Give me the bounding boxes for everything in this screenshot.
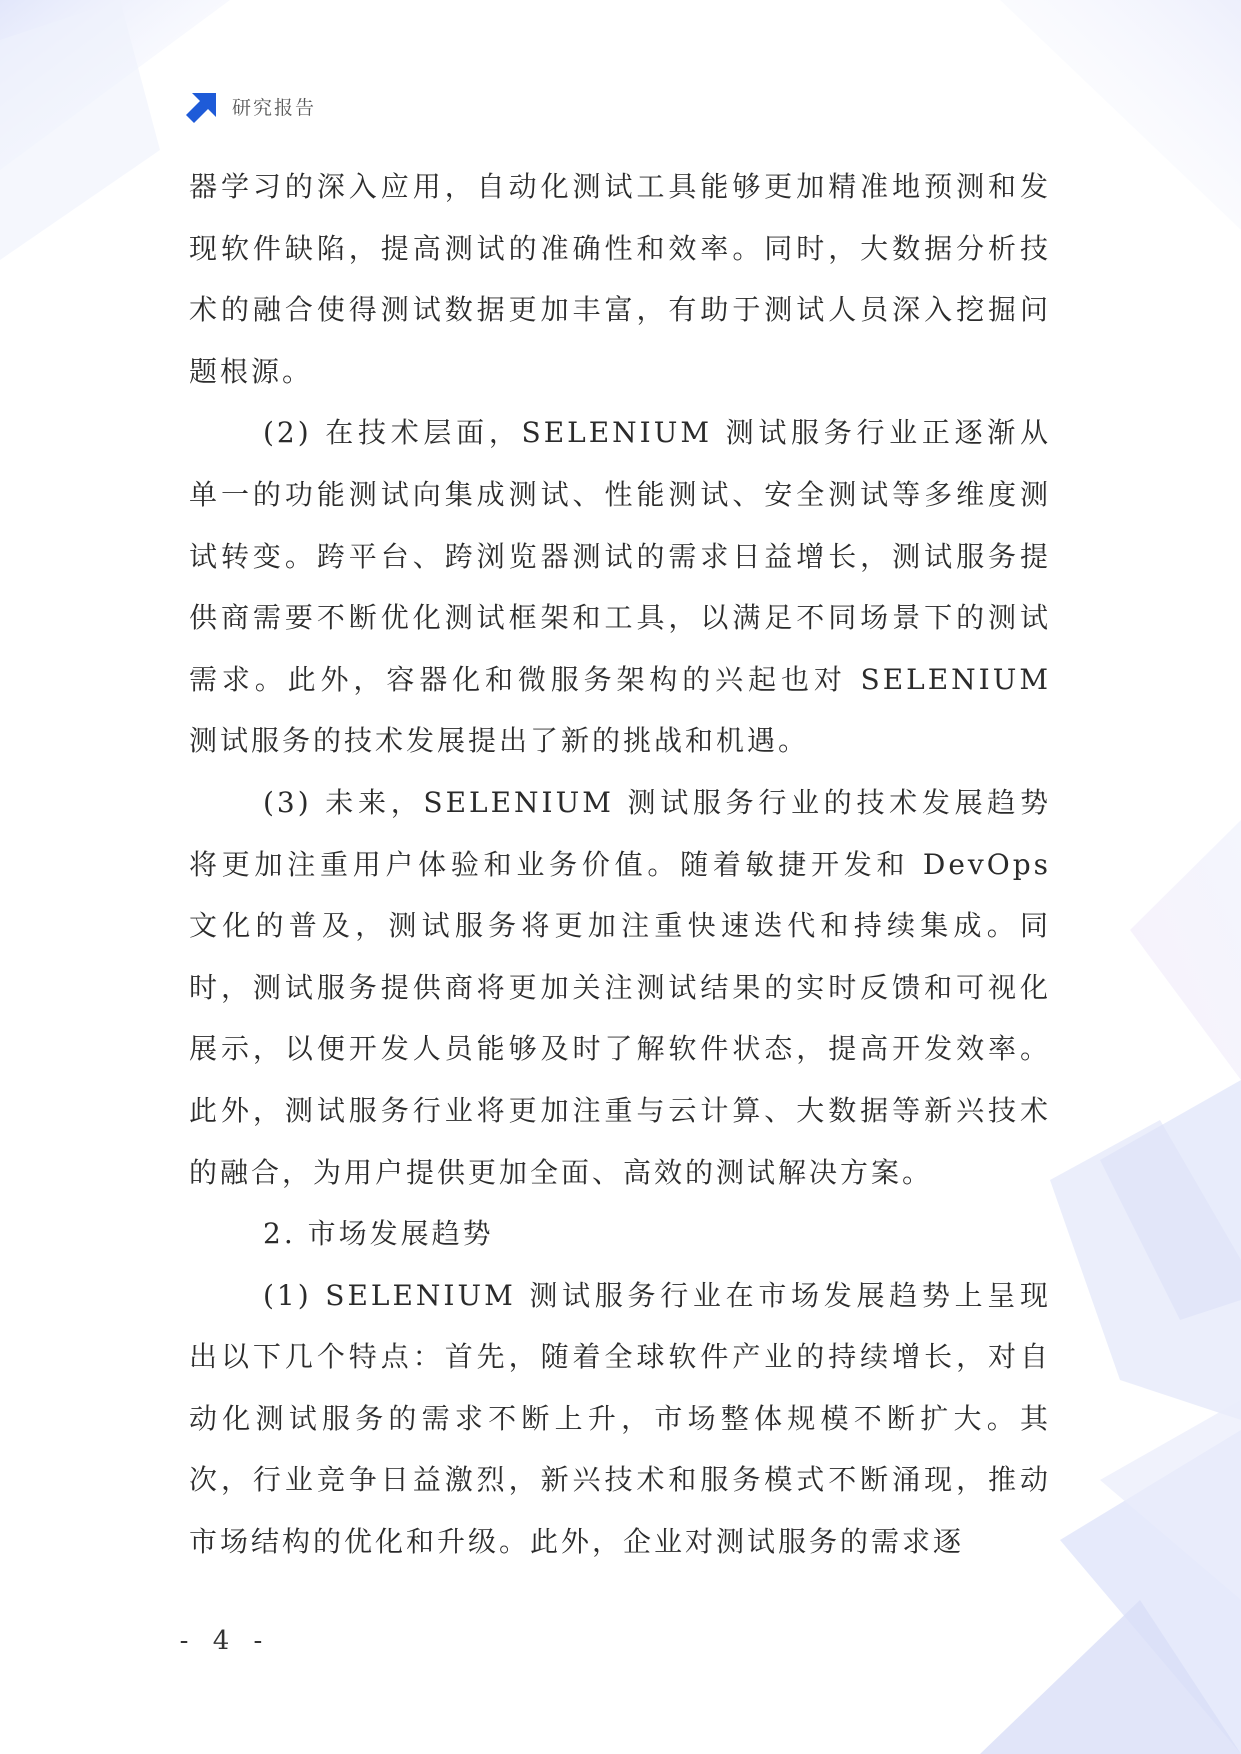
paragraph-market-1: (1) SELENIUM 测试服务行业在市场发展趋势上呈现出以下几个特点：首先，随着全球软件产业的持续增长，对自动化测试服务的需求不断上升，市场整体规模不断扩大。其次，行业竞争日益激烈，新兴技术和服务模式不断涌现，推动市场结构的优化和升级。此外，企业对测试服务的需求逐 [189, 1278, 1051, 1559]
document-body [189, 156, 1051, 1573]
page-header [186, 88, 316, 124]
arrow-up-right-icon [186, 89, 220, 123]
paragraph-2: (2) 在技术层面，SELENIUM 测试服务行业正逐渐从单一的功能测试向集成测试、性能测试、安全测试等多维度测试转变。跨平台、跨浏览器测试的需求日益增长，测试服务提供商需要不断优化测试框架和工具，以满足不同场景下的测试需求。此外，容器化和微服务架构的兴起也对 SELENIUM 测试服务的技术发展提出了新的挑战和机遇。 [189, 416, 1051, 758]
paragraph-3: (3) 未来，SELENIUM 测试服务行业的技术发展趋势将更加注重用户体验和业务价值。随着敏捷开发和 DevOps 文化的普及，测试服务将更加注重快速迭代和持续集成。同时，测试服务提供商将更加关注测试结果的实时反馈和可视化展示，以便开发人员能够及时了解软件状态，提高开发效率。此外，测试服务行业将更加注重与云计算、大数据等新兴技术的融合，为用户提供更加全面、高效的测试解决方案。 [189, 785, 1051, 1189]
paragraph-continuation: 器学习的深入应用，自动化测试工具能够更加精准地预测和发现软件缺陷，提高测试的准确性和效率。同时，大数据分析技术的融合使得测试数据更加丰富，有助于测试人员深入挖掘问题根源。 [189, 170, 1051, 388]
page-number: - 4 - [179, 1626, 271, 1656]
header-title: 研究报告 [232, 96, 317, 119]
section-heading: 2. 市场发展趋势 [263, 1217, 494, 1251]
